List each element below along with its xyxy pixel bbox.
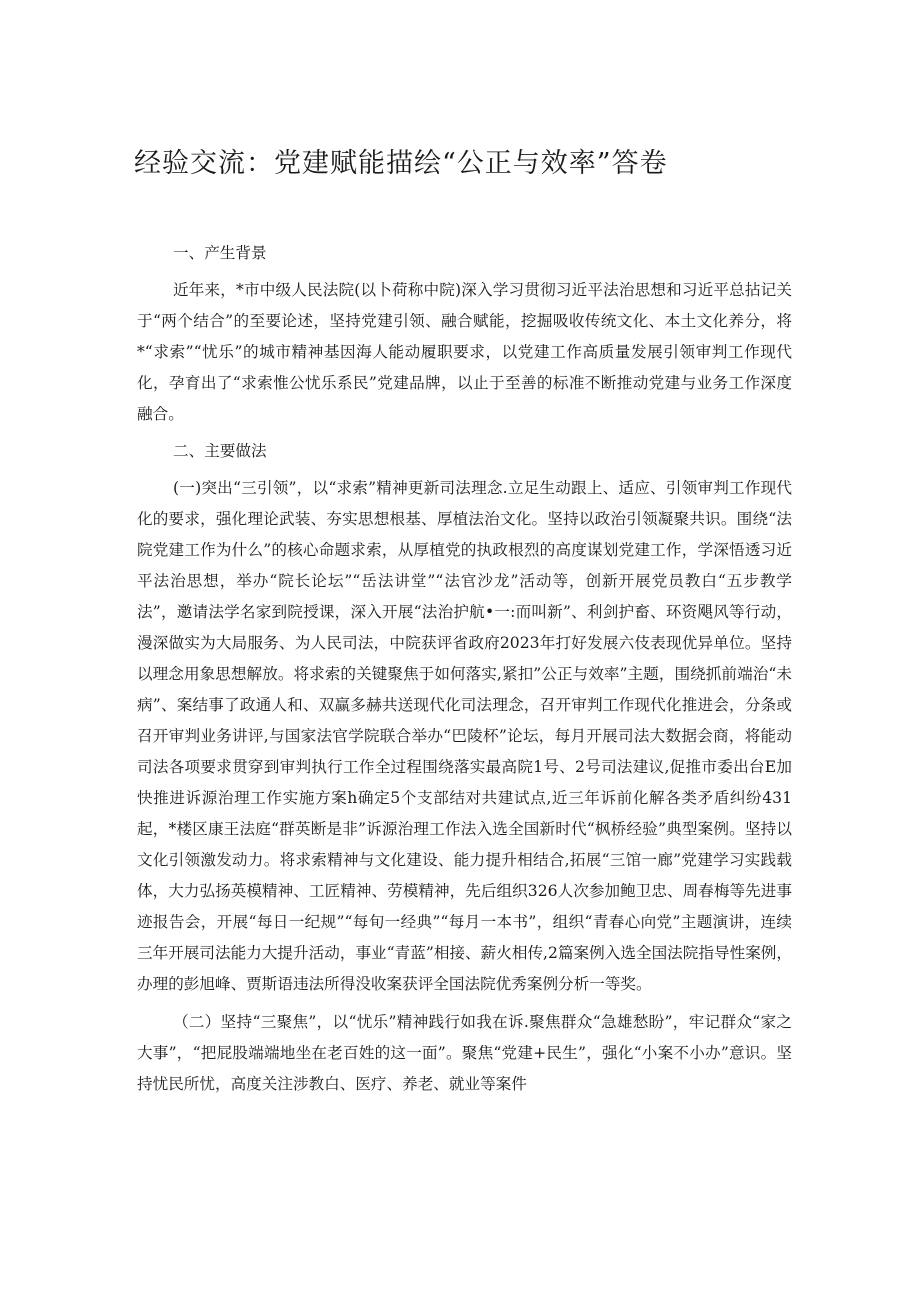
spacer [137,1000,792,1007]
paragraph-three-focuses: （二）坚持“三聚焦”，以“忧乐”精神践行如我在诉.聚焦群众“急雄愁盼”，牢记群众“家之大事”，“把屁股端端地坐在老百姓的这一面”。聚焦“党建+民生”，强化“小案不小办”意识。坚持忧民所忧，高度关注涉教白、医疗、养老、就业等案件 [137,1013,792,1093]
paragraph-background: 近年来，*市中级人民法院(以卜荷称中院)深入学习贯彻习近平法治思想和习近平总拈记关于“两个结合”的至要论述，坚持党建引领、融合赋能，挖掘吸收传统文化、本土文化养分，将*“求索”“忧乐”的城市精神基因海人能动履职要求，以党建工作高质量发展引领审判工作现代化，孕育出了“求索惟公忧乐系民”党建品牌，以止于至善的标准不断推动党建与业务工作深度融合。 [137,281,792,423]
paragraph-three-leads: (一)突出“三引领”，以“求索”精神更新司法理念.立足生动跟上、适应、引领审判工作现代化的要求，强化理论武装、夯实思想根基、厚植法治文化。坚持以政治引领凝聚共识。围绕“法院党建工作为什么”的核心命题求索，从厚植党的执政根烈的高度谋划党建工作，学深悟透习近平法治思想，举办“院长论坛”“岳法讲堂”“法官沙龙”活动等，创新开展党员教白“五步教学法”，邀请法学名家到院授课，深入开展“法治护航•一:而叫新”、利剑护畜、环资飓风等行动，漫深做实为大局服务、为人民司法，中院获评省政府2023年打好发展六伎表现优异单位。坚持以理念用象思想解放。将求索的关键聚焦于如何落实,紧扣”公正与效率”主题，围绕抓前端治“未病”、案结事了政通人和、双赢多赫共送现代化司法理念，召开审判工作现代化推进会，分条或召开审判业务讲评,与国家法官学院联合举办“巴陵杯”论坛，每月开展司法大数据会商，将能动司法各项要求贯穿到审判执行工作全过程围绕落实最高院1号、2号司法建议,促推市委出台E加快推进诉源治理工作实施方案h确定5个支部结对共建试点,近三年诉前化解各类矛盾纠纷431起，*楼区康王法庭“群英断是非”诉源治理工作法入选全国新时代“枫桥经验”典型案例。坚持以文化引领激发动力。将求索精神与文化建设、能力提升相结合,拓展“三馆一廊”党建学习实践载体，大力弘扬英模精神、工匠精神、劳模精神，先后组织326人次参加鲍卫忠、周春梅等先进事迹报告会，开展“每日一纪规”“每旬一经典”“每月一本书”，组织“青春心向党”主题演讲，连续三年开展司法能力大提升活动，事业“青蓝”相接、薪火相传,2篇案例入选全国法院指导性案例，办理的彭旭峰、贾斯语违法所得没收案获评全国法院优秀案例分析一等奖。 [137,479,792,993]
section-heading-main-practices: 二、主要做法 [173,442,267,460]
document-body [137,238,792,1100]
section-heading-background: 一、产生背景 [173,244,267,262]
document-title: 经验交流：党建赋能描绘“公正与效率”答卷 [134,148,668,179]
